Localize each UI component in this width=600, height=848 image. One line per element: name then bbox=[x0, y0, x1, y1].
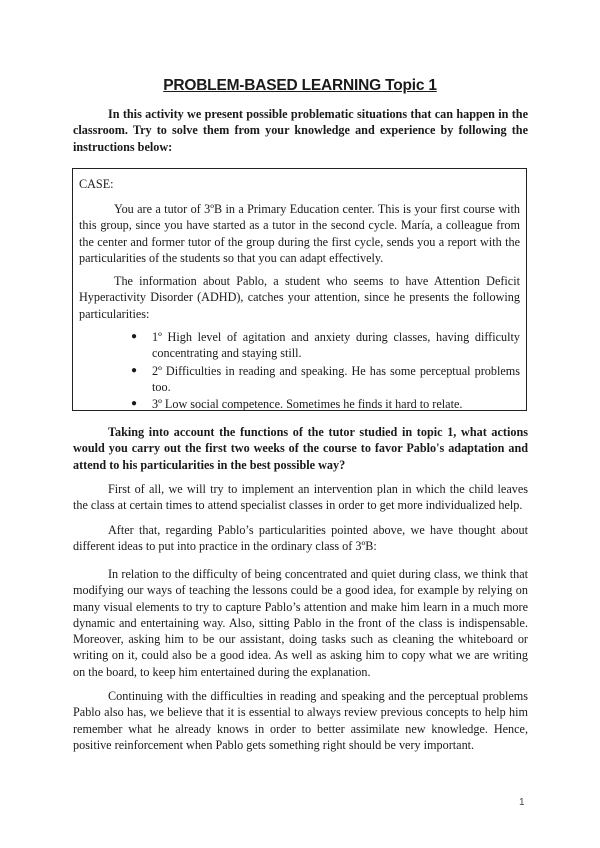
answer-paragraph-4: Continuing with the difficulties in reading and speaking and the perceptual problems Pablo also has, we believe that it is essential to always review previous concepts to help him remember what he already knows in order to better assimilate new knowledge. Hence, positive reinforcement when Pablo gets something right should be very important. bbox=[73, 689, 528, 752]
list-item: ● 1º High level of agitation and anxiety during classes, having difficulty concentrating and staying still. bbox=[131, 330, 520, 361]
list-item: ● 3º Low social competence. Sometimes he finds it hard to relate. bbox=[131, 397, 463, 412]
answer-paragraph-3: In relation to the difficulty of being concentrated and quiet during class, we think that modifying our ways of teaching the lessons could be a good idea, for example by relying on many visual elements to try to capture Pablo’s attention and make him learn in a much more dynamic and entertaining way. Also, sitting Pablo in the front of the class is indispensable. Moreover, asking him to be our assistant, doing tasks such as cleaning the whiteboard or writing on it, could also be a good idea. As well as asking him to copy what we are writing on the board, to keep him entertained during the explanation. bbox=[73, 567, 528, 679]
page-number: 1 bbox=[519, 797, 525, 808]
list-item: ● 2º Difficulties in reading and speaking. He has some perceptual problems too. bbox=[131, 363, 520, 394]
answer-paragraph-2: After that, regarding Pablo’s particularities pointed above, we have thought about different ideas to put into practice in the ordinary class of 3ºB: bbox=[73, 523, 528, 554]
intro-instructions: In this activity we present possible problematic situations that can happen in the classroom. Try to solve them from your knowledge and experience by following the instructions below: bbox=[73, 107, 528, 154]
case-box bbox=[72, 168, 527, 411]
case-label: CASE: bbox=[79, 177, 114, 191]
case-paragraph-2: The information about Pablo, a student who seems to have Attention Deficit Hyperactivity Disorder (ADHD), catches your attention, since he presents the following particularities: bbox=[79, 274, 520, 321]
bullet-icon: ● bbox=[131, 331, 138, 342]
answer-paragraph-1: First of all, we will try to implement an intervention plan in which the child leaves the class at certain times to attend specialist classes in order to get more individualized help. bbox=[73, 482, 528, 513]
bullet-icon: ● bbox=[131, 398, 138, 410]
bullet-icon: ● bbox=[131, 364, 138, 376]
question-paragraph: Taking into account the functions of the tutor studied in topic 1, what actions would you carry out the first two weeks of the course to favor Pablo's adaptation and attend to his particularities in the best possible way? bbox=[73, 425, 528, 472]
case-paragraph-1: You are a tutor of 3ºB in a Primary Education center. This is your first course with this group, since you have started as a tutor in the second cycle. María, a colleague from the center and former tutor of the group during the first cycle, sends you a report with the particularities of the students so that you can adapt effectively. bbox=[79, 202, 520, 265]
particularities-list bbox=[128, 329, 520, 413]
page-title: PROBLEM-BASED LEARNING Topic 1 bbox=[163, 77, 437, 94]
